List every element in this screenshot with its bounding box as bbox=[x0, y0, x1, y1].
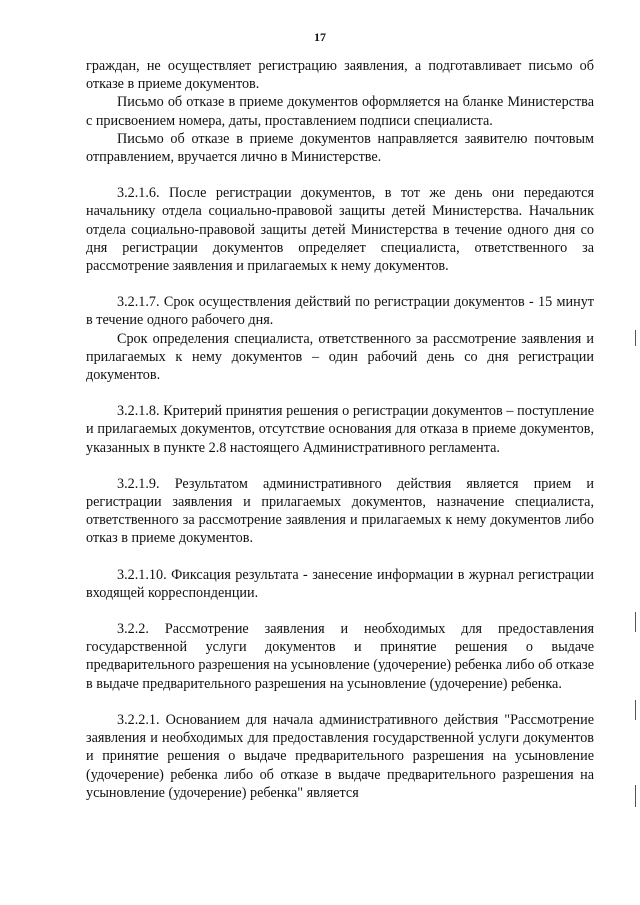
scan-edge-mark bbox=[635, 700, 636, 720]
paragraph-refusal-letter-form: Письмо об отказе в приеме документов оформляется на бланке Министерства с присвоением номера, даты, проставлением подписи специалиста. bbox=[86, 94, 594, 129]
paragraph-refusal-letter-delivery: Письмо об отказе в приеме документов направляется заявителю почтовым отправлением, вручается лично в Министерстве. bbox=[86, 130, 594, 166]
paragraph-refusal-letter-intro: граждан, не осуществляет регистрацию заявления, а подготавливает письмо об отказе в приеме документов. bbox=[86, 58, 594, 93]
paragraph-3-2-1-10: 3.2.1.10. Фиксация результата - занесение информации в журнал регистрации входящей корреспонденции. bbox=[86, 566, 594, 601]
document-body bbox=[86, 57, 594, 802]
paragraph-3-2-1-7: 3.2.1.7. Срок осуществления действий по регистрации документов - 15 минут в течение одного рабочего дня. bbox=[86, 294, 594, 329]
paragraph-3-2-2-1: 3.2.2.1. Основанием для начала административного действия "Рассмотрение заявления и необходимых для предоставления государственной услуги документов и принятие решения о выдаче предварительного разрешения на усыновление (удочерение) ребенка либо об отказе в выдаче предварительного разрешения на усыновление (удочерение) ребенка" является bbox=[86, 711, 594, 801]
paragraph-3-2-1-6: 3.2.1.6. После регистрации документов, в тот же день они передаются начальнику отдела социально-правовой защиты детей Министерства. Начальник отдела социально-правовой защиты детей Министерства в течение одного дня со дня регистрации документов определяет специалиста, ответственного за рассмотрение заявления и прилагаемых к нему документов. bbox=[86, 185, 594, 275]
paragraph-3-2-1-8: 3.2.1.8. Критерий принятия решения о регистрации документов – поступление и прилагаемых документов, отсутствие основания для отказа в приеме документов, указанных в пункте 2.8 настоящего Административного регламента. bbox=[86, 403, 594, 456]
paragraph-specialist-term: Срок определения специалиста, ответственного за рассмотрение заявления и прилагаемых к нему документов – один рабочий день со дня регистрации документов. bbox=[86, 330, 594, 384]
scan-edge-mark bbox=[635, 612, 636, 632]
scan-edge-mark bbox=[635, 330, 636, 346]
scan-edge-mark bbox=[635, 785, 636, 807]
paragraph-3-2-1-9: 3.2.1.9. Результатом административного действия является прием и регистрации заявления и прилагаемых документов, назначение специалиста, ответственного за рассмотрение заявления и прилагаемых к нему документов либо отказ в приеме документов. bbox=[86, 475, 594, 547]
page-number: 17 bbox=[314, 30, 326, 44]
paragraph-3-2-2: 3.2.2. Рассмотрение заявления и необходимых для предоставления государственной услуги документов и принятие решения о выдаче предварительного разрешения на усыновление (удочерение) ребенка либо об отказе в выдаче предварительного разрешения на усыновление (удочерение) ребенка. bbox=[86, 621, 594, 692]
